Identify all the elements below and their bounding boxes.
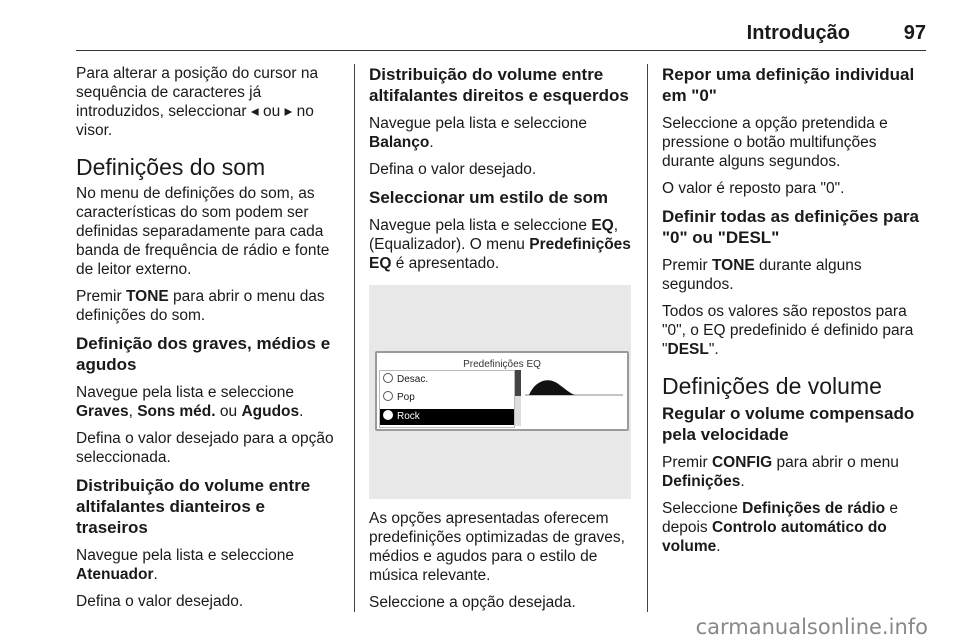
eq-presets-screen (375, 351, 629, 431)
heading-volume-settings: Definições de volume (662, 373, 882, 399)
scrollbar[interactable] (515, 370, 521, 426)
paragraph: Todos os valores são repostos para "0", o EQ predefinido é definido para "DESL". (662, 303, 914, 358)
radio-icon (383, 391, 393, 401)
paragraph: As opções apresentadas oferecem predefinições optimizadas de graves, médios e agudos para o estilo de música relevante. (369, 510, 625, 584)
page-header (76, 22, 926, 51)
watermark: carmanualsonline.info (695, 615, 928, 639)
heading-balance: Distribuição do volume entre altifalantes direitos e esquerdos (369, 65, 629, 105)
column-3 (662, 64, 927, 564)
paragraph: Defina o valor desejado. (76, 593, 244, 610)
section-title: Introdução (746, 22, 850, 44)
paragraph: Navegue pela lista e seleccione EQ, (Equalizador). O menu Predefinições EQ é apresentado. (369, 217, 631, 272)
preset-option-rock[interactable]: Rock (380, 409, 514, 425)
page-number: 97 (903, 22, 926, 44)
paragraph: Premir CONFIG para abrir o menu Definições. (662, 454, 899, 490)
heading-bass-treble: Definição dos graves, médios e agudos (76, 334, 331, 374)
heading-sound-settings: Definições do som (76, 154, 266, 180)
paragraph: Premir TONE durante alguns segundos. (662, 257, 862, 293)
scrollbar-thumb[interactable] (515, 370, 521, 396)
column-1 (76, 64, 341, 619)
heading-eq-style: Seleccionar um estilo de som (369, 188, 609, 207)
paragraph: Para alterar a posição do cursor na sequência de caracteres já introduzidos, seleccionar ◂ ou ▸ no visor. (76, 65, 319, 139)
eq-screen-figure (369, 285, 631, 499)
preset-list (379, 370, 515, 428)
radio-selected-icon (383, 410, 393, 420)
paragraph: Seleccione a opção desejada. (369, 594, 576, 611)
paragraph: Seleccione a opção pretendida e pressione o botão multifunções durante alguns segundos. (662, 115, 888, 170)
eq-curve-icon (525, 371, 623, 427)
paragraph: Navegue pela lista e seleccione Balanço. (369, 115, 587, 151)
paragraph: Defina o valor desejado para a opção seleccionada. (76, 430, 334, 466)
paragraph: Navegue pela lista e seleccione Graves, Sons méd. ou Agudos. (76, 384, 304, 420)
preset-option-pop[interactable]: Pop (383, 390, 511, 406)
heading-reset-all: Definir todas as definições para "0" ou "DESL" (662, 207, 919, 247)
paragraph: No menu de definições do som, as características do som podem ser definidas separadamente para cada banda de frequência de rádio e fonte de leitor externo. (76, 185, 330, 278)
paragraph: O valor é reposto para "0". (662, 180, 845, 197)
heading-speed-volume: Regular o volume compensado pela velocidade (662, 404, 915, 444)
column-divider (647, 64, 648, 612)
paragraph: Defina o valor desejado. (369, 161, 537, 178)
radio-icon (383, 373, 393, 383)
column-divider (354, 64, 355, 612)
page-footer (0, 615, 960, 642)
preset-option-desac[interactable]: Desac. (383, 372, 511, 388)
column-2 (369, 64, 634, 620)
screen-title: Predefinições EQ (463, 359, 541, 370)
heading-fader: Distribuição do volume entre altifalantes dianteiros e traseiros (76, 476, 311, 537)
paragraph: Seleccione Definições de rádio e depois Controlo automático do volume. (662, 500, 899, 555)
heading-reset-individual: Repor uma definição individual em "0" (662, 65, 915, 105)
keyword: TONE (125, 288, 169, 305)
paragraph: Premir TONE para abrir o menu das definições do som. (76, 288, 325, 324)
paragraph: Navegue pela lista e seleccione Atenuador. (76, 547, 294, 583)
